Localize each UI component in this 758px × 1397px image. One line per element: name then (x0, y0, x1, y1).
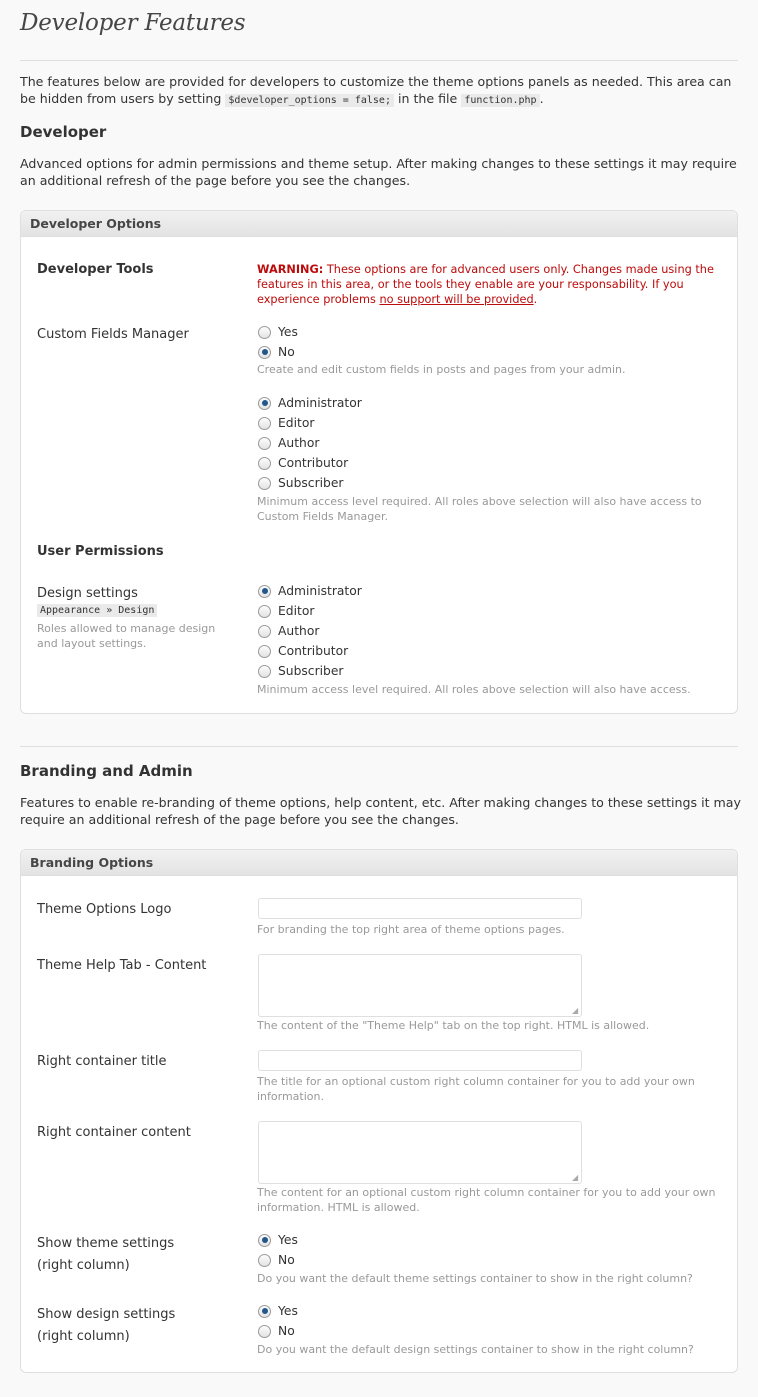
intro-text-part: in the file (393, 90, 462, 106)
show-theme-radio-no[interactable] (258, 1250, 295, 1270)
radio-button[interactable] (258, 346, 271, 359)
user-permissions-label: User Permissions (37, 544, 164, 559)
radio-label: Contributor (278, 644, 349, 658)
right-container-title-help: The title for an optional custom right column container for you to add your own information. (257, 1075, 695, 1103)
radio-label: No (278, 1324, 295, 1338)
radio-label: Author (278, 436, 320, 450)
radio-label: Subscriber (278, 664, 344, 678)
warning-text: These options are for advanced users only. Changes made using the features in this area, or the tools they enable are your responsability. If you experience problems (257, 263, 714, 306)
radio-button[interactable] (258, 326, 271, 339)
design-role-administrator[interactable] (258, 581, 362, 601)
radio-label: Author (278, 624, 320, 638)
cfm-help: Create and edit custom fields in posts and pages from your admin. (257, 363, 626, 376)
resize-grip-icon[interactable]: ◢ (572, 1173, 579, 1182)
design-settings-path: Appearance » Design (37, 604, 157, 617)
radio-button[interactable] (258, 1305, 271, 1318)
theme-options-logo-label: Theme Options Logo (37, 902, 172, 917)
divider (20, 60, 738, 61)
radio-label: No (278, 345, 295, 359)
radio-button[interactable] (258, 457, 271, 470)
radio-button[interactable] (258, 417, 271, 430)
show-design-settings-sublabel: (right column) (37, 1329, 130, 1344)
radio-label: Editor (278, 604, 315, 618)
theme-help-tab-textarea[interactable] (258, 954, 582, 1017)
cfm-role-subscriber[interactable] (258, 473, 343, 493)
branding-description: Features to enable re-branding of theme options, help content, etc. After making changes to these settings it may require an additional refresh of the page before you see the changes. (20, 795, 741, 827)
radio-label: No (278, 1253, 295, 1267)
show-design-radio-no[interactable] (258, 1321, 295, 1341)
divider (20, 746, 738, 747)
developer-heading: Developer (20, 123, 107, 141)
radio-label: Subscriber (278, 476, 344, 490)
radio-button[interactable] (258, 437, 271, 450)
cfm-radio-yes[interactable] (258, 322, 298, 342)
resize-grip-icon[interactable]: ◢ (572, 1006, 579, 1015)
show-theme-radio-yes[interactable] (258, 1230, 298, 1250)
theme-options-logo-input[interactable] (258, 898, 582, 919)
custom-fields-manager-label: Custom Fields Manager (37, 327, 189, 342)
show-design-settings-help: Do you want the default design settings container to show in the right column? (257, 1343, 694, 1356)
cfm-roles-help: Minimum access level required. All roles above selection will also have access to Custom Fields Manager. (257, 495, 702, 523)
design-role-editor[interactable] (258, 601, 314, 621)
radio-button[interactable] (258, 625, 271, 638)
theme-help-tab-help: The content of the "Theme Help" tab on the top right. HTML is allowed. (257, 1019, 650, 1032)
cfm-radio-no[interactable] (258, 342, 295, 362)
show-design-settings-label: Show design settings (37, 1307, 176, 1322)
radio-button[interactable] (258, 605, 271, 618)
design-role-contributor[interactable] (258, 641, 348, 661)
radio-label: Yes (278, 325, 298, 339)
radio-label: Administrator (278, 396, 362, 410)
right-container-title-input[interactable] (258, 1050, 582, 1071)
radio-label: Administrator (278, 584, 362, 598)
radio-button[interactable] (258, 1325, 271, 1338)
radio-button[interactable] (258, 477, 271, 490)
cfm-role-editor[interactable] (258, 413, 314, 433)
theme-help-tab-label: Theme Help Tab - Content (37, 958, 207, 973)
cfm-role-contributor[interactable] (258, 453, 348, 473)
developer-options-box (20, 210, 738, 714)
radio-button[interactable] (258, 1234, 271, 1247)
developer-options-header: Developer Options (21, 211, 737, 237)
cfm-role-author[interactable] (258, 433, 319, 453)
warning-end: . (533, 293, 538, 306)
design-role-author[interactable] (258, 621, 319, 641)
developer-tools-label: Developer Tools (37, 262, 154, 277)
cfm-role-administrator[interactable] (258, 393, 362, 413)
warning-message (257, 262, 727, 307)
intro-text (20, 74, 742, 109)
warning-link: no support will be provided (379, 293, 534, 306)
branding-options-box (20, 849, 738, 1373)
code-snippet: $developer_options = false; (225, 94, 394, 107)
right-container-content-help: The content for an optional custom right column container for you to add your own information. HTML is allowed. (257, 1186, 716, 1214)
radio-label: Yes (278, 1304, 298, 1318)
intro-text-part: The features below are provided for developers to customize the theme options panels as needed. This area can be hidden from users by setting (20, 74, 732, 106)
radio-label: Editor (278, 416, 315, 430)
radio-button[interactable] (258, 665, 271, 678)
show-design-radio-yes[interactable] (258, 1301, 298, 1321)
show-theme-settings-label: Show theme settings (37, 1236, 175, 1251)
radio-button[interactable] (258, 645, 271, 658)
warning-label: WARNING: (257, 263, 324, 276)
design-settings-label: Design settings (37, 586, 138, 601)
radio-label: Contributor (278, 456, 349, 470)
show-theme-settings-help: Do you want the default theme settings container to show in the right column? (257, 1272, 693, 1285)
code-filename: function.php (461, 94, 539, 107)
developer-description: Advanced options for admin permissions and theme setup. After making changes to these settings it may require an additional refresh of the page before you see the changes. (20, 156, 737, 188)
radio-button[interactable] (258, 397, 271, 410)
design-roles-help: Minimum access level required. All roles above selection will also have access. (257, 683, 691, 696)
radio-button[interactable] (258, 1254, 271, 1267)
branding-heading: Branding and Admin (20, 762, 193, 780)
radio-label: Yes (278, 1233, 298, 1247)
right-container-content-label: Right container content (37, 1125, 191, 1140)
intro-text-part: . (539, 90, 544, 106)
right-container-content-textarea[interactable] (258, 1121, 582, 1184)
theme-options-logo-help: For branding the top right area of theme options pages. (257, 923, 565, 936)
right-container-title-label: Right container title (37, 1054, 167, 1069)
show-theme-settings-sublabel: (right column) (37, 1258, 130, 1273)
radio-button[interactable] (258, 585, 271, 598)
design-role-subscriber[interactable] (258, 661, 343, 681)
page-title: Developer Features (20, 10, 246, 36)
branding-options-header: Branding Options (21, 850, 737, 876)
design-settings-description: Roles allowed to manage design and layout settings. (37, 622, 216, 650)
